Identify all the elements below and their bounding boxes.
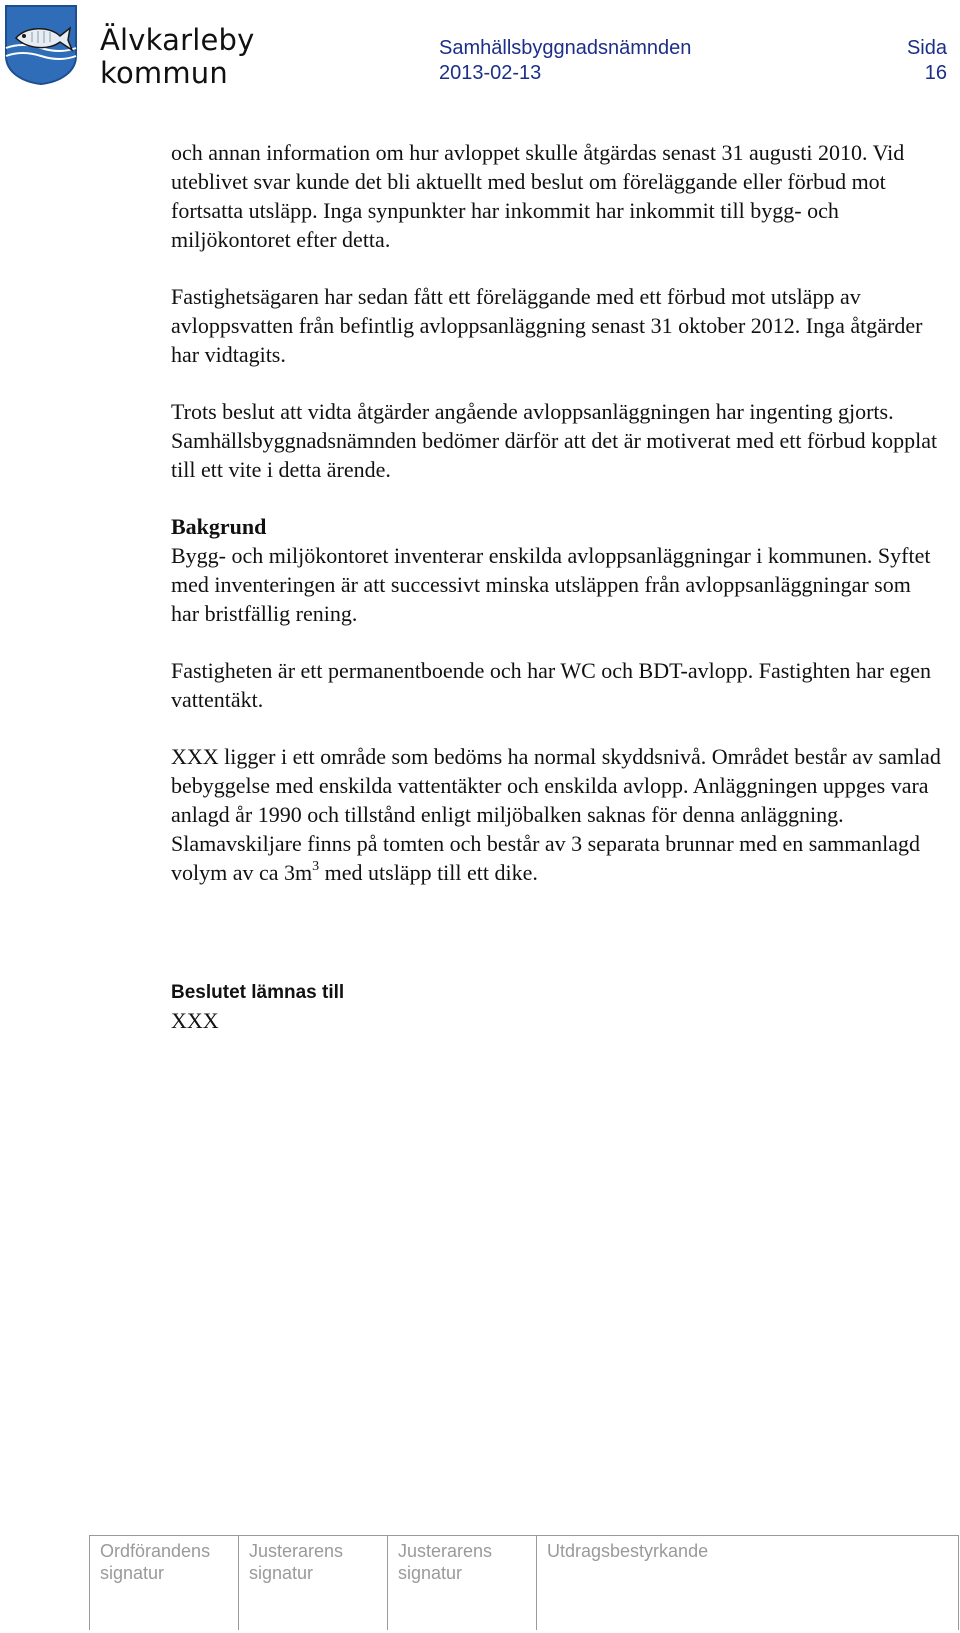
document-body <box>171 138 941 887</box>
signature-cell-extract-certification <box>536 1536 959 1630</box>
paragraph-6-main: XXX ligger i ett område som bedöms ha normal skyddsnivå. Området består av samlad bebyggelse med enskilda vattentäkter och enskilda avlopp. Anläggningen uppges vara anlagd år 1990 och tillstånd enligt miljöbalken saknas för denna anläggning. Slamavskiljare finns på tomten och består av 3 separata brunnar med en sammanlagd volym av ca 3m <box>171 744 941 885</box>
signature-cell-chair-title: Ordförandens <box>100 1541 211 1561</box>
signature-cell-adjuster-1-title: Justerarens <box>249 1541 344 1561</box>
signature-cell-adjuster-1-sub: signatur <box>249 1563 314 1583</box>
committee-name: Samhällsbyggnadsnämnden <box>439 37 692 59</box>
paragraph-4: Bygg- och miljökontoret inventerar enskilda avloppsanläggningar i kommunen. Syftet med inventeringen är att successivt minska utsläppen från avloppsanläggningar som har bristfällig rening. <box>171 543 931 626</box>
logo <box>4 4 255 90</box>
paragraph-6 <box>171 742 941 887</box>
signature-cell-adjuster-2-sub: signatur <box>398 1563 463 1583</box>
paragraph-2: Fastighetsägaren har sedan fått ett föreläggande med ett förbud mot utsläpp av avloppsvatten från befintlig avloppsanläggning senast 31 oktober 2012. Inga åtgärder har vidtagits. <box>171 284 923 367</box>
page-number: 16 <box>924 62 947 84</box>
decision-recipient-value: XXX <box>171 1008 219 1033</box>
meeting-date: 2013-02-13 <box>439 62 542 84</box>
page-label: Sida <box>906 37 947 59</box>
paragraph-1: och annan information om hur avloppet skulle åtgärdas senast 31 augusti 2010. Vid uteblivet svar kunde det bli aktuellt med beslut om föreläggande eller förbud mot fortsatta utsläpp. Inga synpunkter har inkommit har inkommit till bygg- och miljökontoret efter detta. <box>171 140 905 252</box>
municipal-crest-fish-icon <box>4 4 78 86</box>
organization-name <box>100 24 255 90</box>
signature-cell-adjuster-2-title: Justerarens <box>398 1541 493 1561</box>
signature-cell-chair <box>89 1536 238 1630</box>
signature-cell-chair-sub: signatur <box>100 1563 165 1583</box>
section-heading-background: Bakgrund <box>171 514 267 539</box>
paragraph-3: Trots beslut att vidta åtgärder angående avloppsanläggningen har ingenting gjorts. Samhällsbyggnadsnämnden bedömer därför att det är motiverat med ett förbud kopplat till ett vite i detta ärende. <box>171 399 938 482</box>
signature-cell-adjuster-2 <box>387 1536 536 1630</box>
superscript-cubic: 3 <box>312 858 320 874</box>
signature-cell-extract-title: Utdragsbestyrkande <box>547 1541 709 1561</box>
organization-name-line2: kommun <box>100 56 228 90</box>
signature-cell-adjuster-1 <box>238 1536 387 1630</box>
paragraph-5: Fastigheten är ett permanentboende och har WC och BDT-avlopp. Fastighten har egen vattentäkt. <box>171 658 932 712</box>
paragraph-6-end: med utsläpp till ett dike. <box>319 860 538 885</box>
decision-recipient-label: Beslutet lämnas till <box>171 982 345 1003</box>
organization-name-line1: Älvkarleby <box>100 23 255 57</box>
signature-footer <box>89 1535 959 1630</box>
